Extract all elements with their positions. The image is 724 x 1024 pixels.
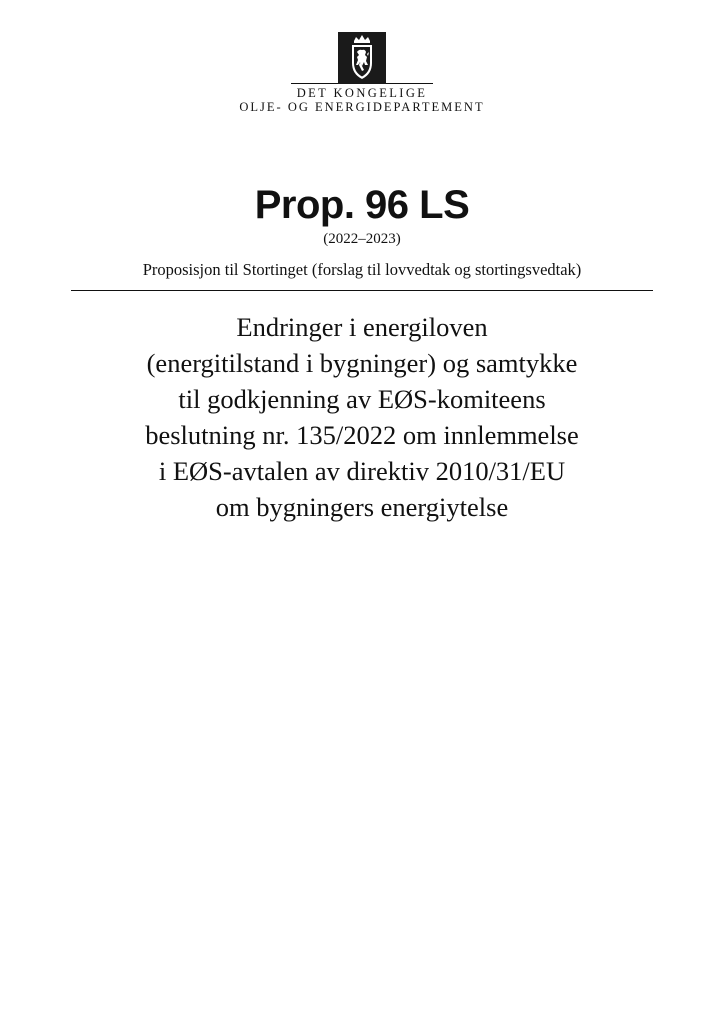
session-years: (2022–2023) xyxy=(323,231,401,247)
heading-line: i EØS-avtalen av direktiv 2010/31/EU xyxy=(158,456,566,486)
heading-line: (energitilstand i bygninger) og samtykke xyxy=(146,348,578,378)
heading-line: Endringer i energiloven xyxy=(236,312,488,342)
proposition-title: Prop. 96 LS xyxy=(254,183,470,227)
document-heading xyxy=(70,309,654,525)
heading-line: beslutning nr. 135/2022 om innlemmelse xyxy=(145,420,579,450)
divider xyxy=(71,290,653,291)
ministry-logo xyxy=(0,32,724,114)
heading-line: om bygningers energiytelse xyxy=(215,492,509,522)
ministry-name-line1: DET KONGELIGE xyxy=(296,86,428,100)
royal-coat-of-arms-icon xyxy=(338,32,386,84)
heading-line: til godkjenning av EØS-komiteens xyxy=(178,384,546,414)
ministry-name-line2: OLJE- OG ENERGIDEPARTEMENT xyxy=(239,100,485,114)
proposition-subtitle: Proposisjon til Stortinget (forslag til lovvedtak og stortingsvedtak) xyxy=(142,260,582,279)
